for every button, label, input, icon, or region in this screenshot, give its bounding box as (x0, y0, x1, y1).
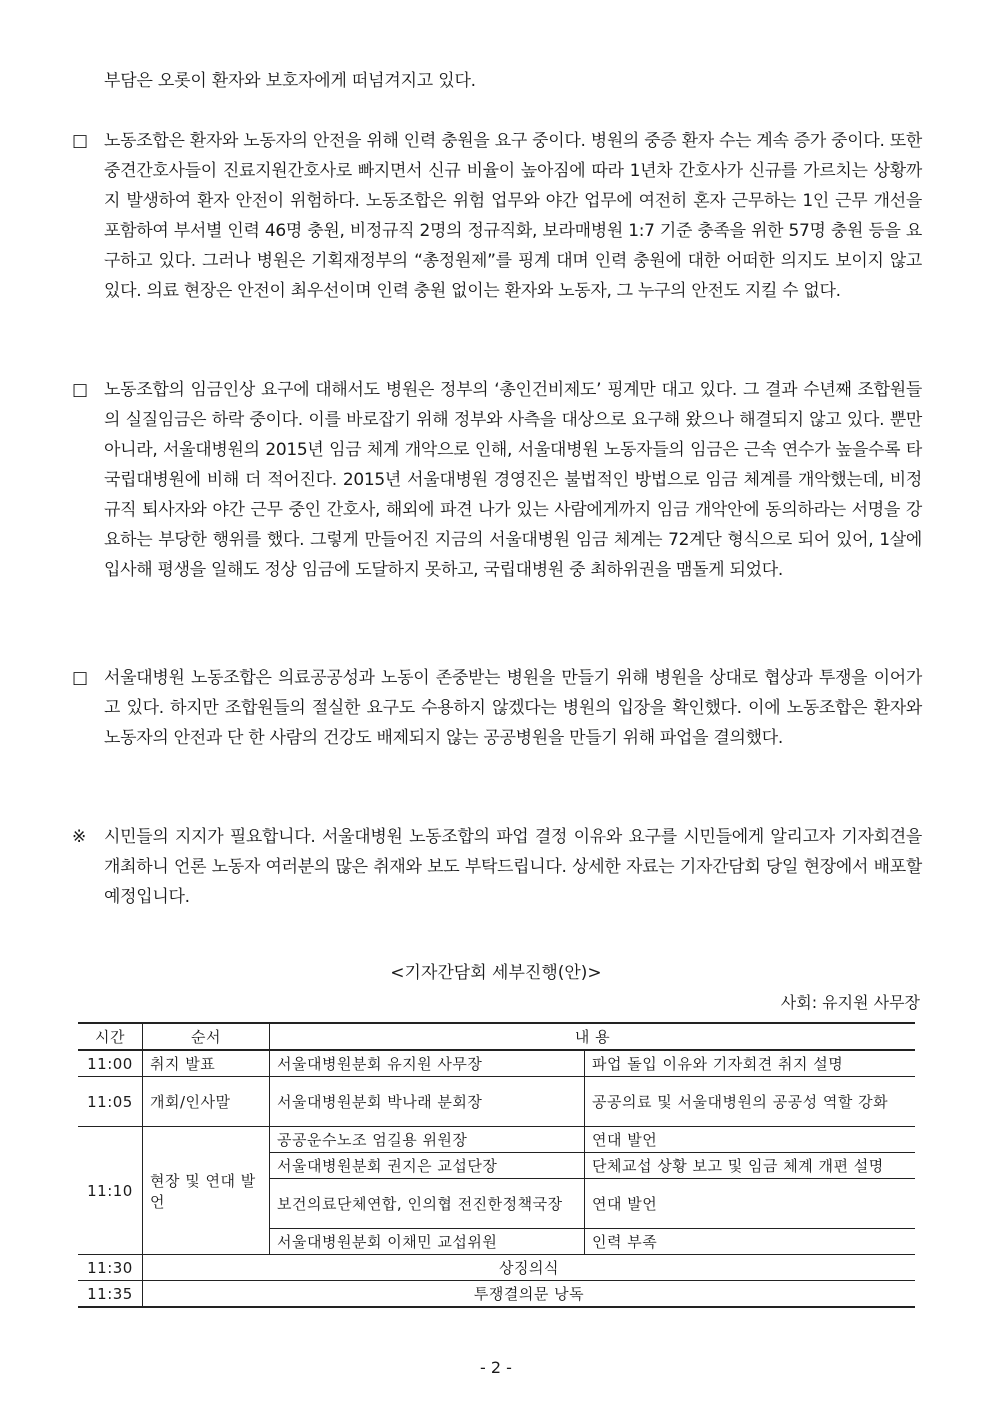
schedule-host: 사회: 유지원 사무장 (780, 993, 920, 1012)
row-content: 상징의식 (143, 1255, 916, 1281)
paragraph-text: 노동조합은 환자와 노동자의 안전을 위해 인력 충원을 요구 중이다. 병원의 중증 환자 수는 계속 증가 중이다. 또한 중견간호사들이 진료지원간호사로 빠지면서 신규 비율이 높아짐에 따라 1년차 간호사가 신규를 가르치는 상황까지 발생하여 환자 안전이 위험하다. 노동조합은 위험 업무와 야간 업무에 여전히 혼자 근무하는 1인 근무 개선을 포함하여 부서별 인력 46명 충원, 비정규직 2명의 정규직화, 보라매병원 1:7 기준 충족을 위한 57명 충원 등을 요구하고 있다. 그러나 병원은 기획재정부의 “총정원제”를 핑계 대며 인력 충원에 대한 어떠한 의지도 보이지 않고 있다. 의료 현장은 안전이 최우선이며 인력 충원 없이는 환자와 노동자, 그 누구의 안전도 지킬 수 없다. (104, 131, 922, 301)
note-text: 시민들의 지지가 필요합니다. 서울대병원 노동조합의 파업 결정 이유와 요구를 시민들에게 알리고자 기자회견을 개최하니 언론 노동자 여러분의 많은 취재와 보도 부탁드립니다. 상세한 자료는 기자간담회 당일 현장에서 배포할 예정입니다. (104, 827, 922, 907)
page-number: - 2 - (480, 1358, 512, 1377)
reference-mark-icon: ※ (72, 827, 87, 847)
checkbox-bullet-icon: □ (72, 668, 89, 688)
row-speaker: 서울대병원분회 권지은 교섭단장 (270, 1153, 585, 1179)
row-time: 11:30 (78, 1255, 143, 1281)
table-header-row (78, 1023, 915, 1050)
checkbox-bullet-icon: □ (72, 131, 89, 151)
paragraph-strike (72, 663, 922, 753)
schedule-title: <기자간담회 세부진행(안)> (390, 963, 602, 983)
row-speaker: 서울대병원분회 박나래 분회장 (270, 1077, 585, 1127)
note-paragraph (72, 822, 922, 912)
row-speaker: 공공운수노조 엄길용 위원장 (270, 1127, 585, 1153)
header-order: 순서 (143, 1023, 270, 1050)
row-description: 인력 부족 (585, 1229, 916, 1255)
paragraph-text: 서울대병원 노동조합은 의료공공성과 노동이 존중받는 병원을 만들기 위해 병원을 상대로 협상과 투쟁을 이어가고 있다. 하지만 조합원들의 절실한 요구도 수용하지 않겠다는 병원의 입장을 확인했다. 이에 노동조합은 환자와 노동자의 안전과 단 한 사람의 건강도 배제되지 않는 공공병원을 만들기 위해 파업을 결의했다. (104, 668, 922, 748)
header-content: 내 용 (270, 1023, 916, 1050)
table-row (78, 1255, 915, 1281)
checkbox-bullet-icon: □ (72, 380, 89, 400)
header-time: 시간 (78, 1023, 143, 1050)
table-row (78, 1127, 915, 1153)
row-time: 11:05 (78, 1077, 143, 1127)
row-time: 11:35 (78, 1281, 143, 1308)
row-order: 개회/인사말 (143, 1077, 270, 1127)
row-content: 투쟁결의문 낭독 (143, 1281, 916, 1308)
row-time: 11:10 (78, 1127, 143, 1255)
row-description: 파업 돌입 이유와 기자회견 취지 설명 (585, 1050, 916, 1077)
row-description: 연대 발언 (585, 1127, 916, 1153)
paragraph-text: 노동조합의 임금인상 요구에 대해서도 병원은 정부의 ‘총인건비제도’ 핑계만 대고 있다. 그 결과 수년째 조합원들의 실질임금은 하락 중이다. 이를 바로잡기 위해 정부와 사측을 대상으로 요구해 왔으나 해결되지 않고 있다. 뿐만 아니라, 서울대병원의 2015년 임금 체계 개악으로 인해, 서울대병원 노동자들의 임금은 근속 연수가 높을수록 타 국립대병원에 비해 더 적어진다. 2015년 서울대병원 경영진은 불법적인 방법으로 임금 체계를 개악했는데, 비정규직 퇴사자와 야간 근무 중인 간호사, 해외에 파견 나가 있는 사람에게까지 임금 개악안에 동의하라는 서명을 강요하는 부당한 행위를 했다. 그렇게 만들어진 지금의 서울대병원 임금 체계는 72계단 형식으로 되어 있어, 1살에 입사해 평생을 일해도 정상 임금에 도달하지 못하고, 국립대병원 중 최하위권을 맴돌게 되었다. (104, 380, 922, 580)
row-speaker: 서울대병원분회 유지원 사무장 (270, 1050, 585, 1077)
row-description: 단체교섭 상황 보고 및 임금 체계 개편 설명 (585, 1153, 916, 1179)
intro-line: 부담은 오롯이 환자와 보호자에게 떠넘겨지고 있다. (104, 71, 476, 91)
table-row (78, 1050, 915, 1077)
row-time: 11:00 (78, 1050, 143, 1077)
paragraph-staffing (72, 126, 922, 306)
row-description: 공공의료 및 서울대병원의 공공성 역할 강화 (585, 1077, 916, 1127)
row-order: 취지 발표 (143, 1050, 270, 1077)
row-speaker: 보건의료단체연합, 인의협 전진한정책국장 (270, 1179, 585, 1229)
row-description: 연대 발언 (585, 1179, 916, 1229)
row-order: 현장 및 연대 발언 (143, 1127, 270, 1255)
schedule-table (78, 1022, 915, 1308)
paragraph-wages (72, 375, 922, 585)
row-speaker: 서울대병원분회 이채민 교섭위원 (270, 1229, 585, 1255)
table-row (78, 1281, 915, 1308)
table-row (78, 1077, 915, 1127)
